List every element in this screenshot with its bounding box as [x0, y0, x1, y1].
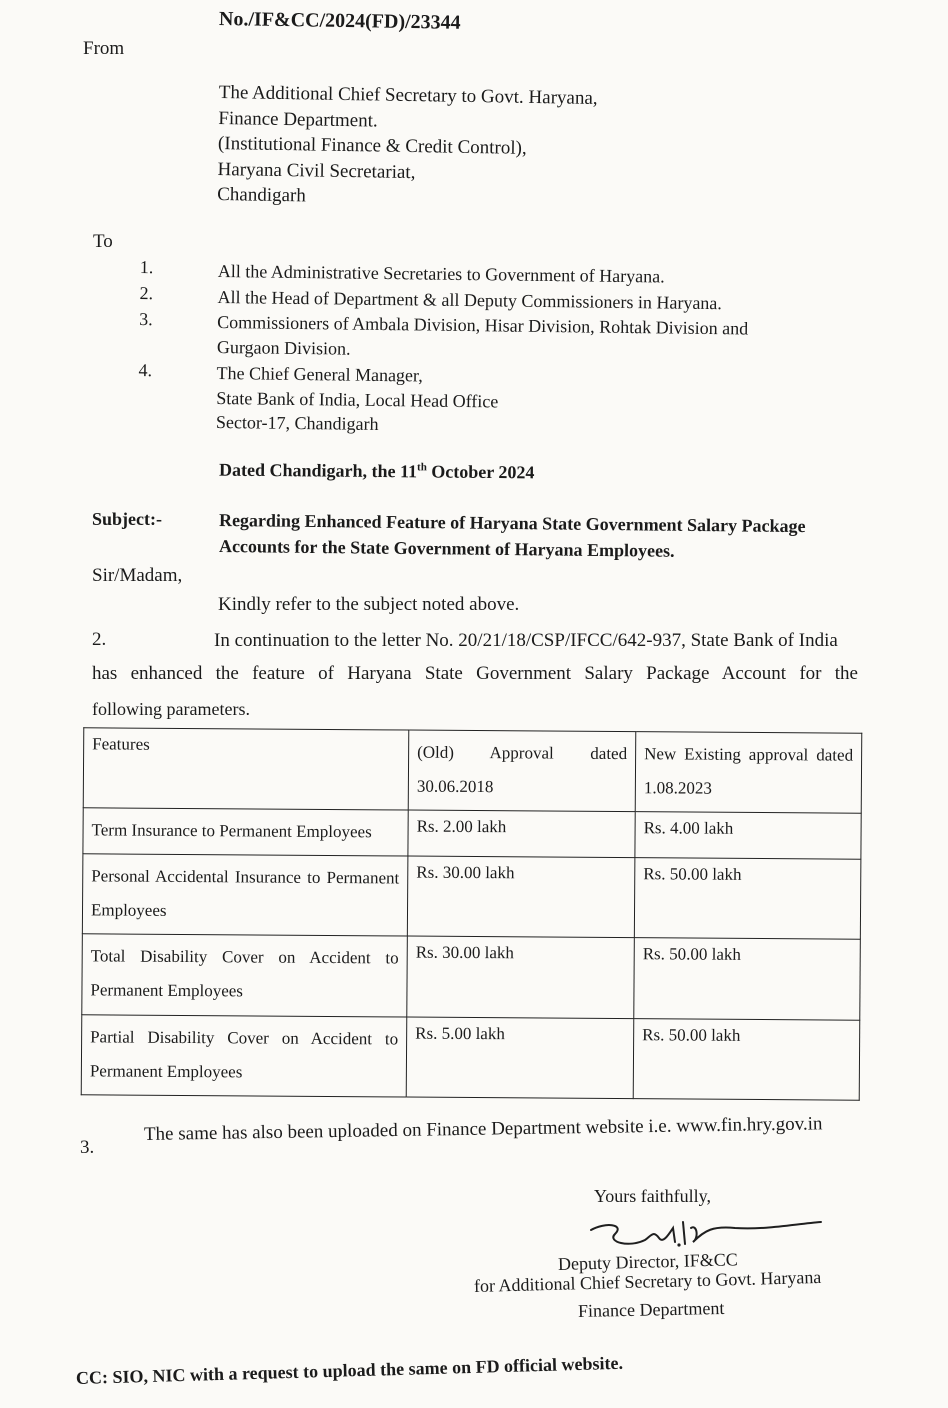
recipient-line: All the Head of Department & all Deputy Commissioners in Haryana.: [217, 286, 722, 314]
features-table: [81, 727, 863, 1100]
recipient-line: The Chief General Manager,: [216, 362, 423, 386]
from-line: Haryana Civil Secretariat,: [217, 158, 416, 183]
date-line: [219, 460, 535, 484]
feature-cell: Term Insurance to Permanent Employees: [83, 808, 408, 856]
paragraph-2-number: 2.: [92, 629, 107, 650]
old-value-cell: Rs. 5.00 lakh: [406, 1017, 634, 1099]
paragraph-2-line: following parameters.: [92, 699, 250, 719]
from-line: Chandigarh: [217, 183, 307, 207]
table-row: [81, 1014, 860, 1100]
from-label: From: [83, 38, 125, 59]
old-value-cell: Rs. 30.00 lakh: [407, 856, 635, 938]
from-address: [217, 80, 598, 213]
to-label: To: [93, 231, 113, 252]
signatory-for-line: for Additional Chief Secretary to Govt. Haryana: [473, 1266, 822, 1296]
paragraph-2-line: has enhanced the feature of Haryana State Government Salary Package Account for the: [92, 663, 858, 684]
recipient-number: 2.: [139, 283, 154, 304]
table-header-row: [83, 728, 862, 814]
paragraph-2-line: In continuation to the letter No. 20/21/18/CSP/IFCC/642-937, State Bank of India: [214, 630, 838, 651]
old-value-cell: Rs. 30.00 lakh: [407, 936, 635, 1018]
subject-line: Accounts for the State Government of Haryana Employees.: [218, 536, 675, 561]
letter-number: No./IF&CC/2024(FD)/23344: [218, 8, 461, 34]
date-day: 11: [399, 461, 418, 482]
salutation: Sir/Madam,: [92, 565, 183, 586]
feature-cell: Personal Accidental Insurance to Permanent Employees: [82, 854, 408, 937]
signature-mark: [585, 1208, 825, 1253]
recipient-line: All the Administrative Secretaries to Government of Haryana.: [217, 260, 665, 287]
recipient-number: 3.: [139, 309, 153, 330]
new-value-cell: Rs. 50.00 lakh: [634, 938, 861, 1020]
recipient-line: Sector-17, Chandigarh: [215, 411, 379, 434]
subject-line: Regarding Enhanced Feature of Haryana State Government Salary Package: [218, 510, 806, 537]
subject-label: Subject:-: [92, 509, 162, 529]
table-row: [82, 854, 861, 940]
date-month-year: October 2024: [426, 461, 535, 483]
recipient-number: 1.: [139, 257, 154, 278]
feature-cell: Total Disability Cover on Accident to Permanent Employees: [82, 934, 408, 1017]
date-prefix: Dated Chandigarh, the: [218, 459, 401, 482]
signatory-department: Finance Department: [577, 1297, 725, 1321]
old-value-cell: Rs. 2.00 lakh: [408, 810, 635, 857]
table-header-cell: New Existing approval dated 1.08.2023: [635, 732, 862, 814]
paragraph-3-text: The same has also been uploaded on Finance Department website i.e. www.fin.hry.gov.in: [143, 1113, 823, 1145]
feature-cell: Partial Disability Cover on Accident to Permanent Employees: [81, 1014, 407, 1097]
table-header-cell: Features: [83, 728, 409, 811]
signatory-designation: Deputy Director, IF&CC: [557, 1249, 738, 1274]
paragraph-1: Kindly refer to the subject noted above.: [218, 594, 520, 615]
table-row: [82, 934, 861, 1020]
recipient-number: 4.: [138, 360, 153, 381]
recipient-line: Gurgaon Division.: [216, 336, 351, 359]
new-value-cell: Rs. 50.00 lakh: [633, 1018, 860, 1100]
table-header-cell: (Old) Approval dated 30.06.2018: [408, 730, 636, 812]
recipient-line: State Bank of India, Local Head Office: [216, 387, 499, 412]
recipient-line: Commissioners of Ambala Division, Hisar Division, Rohtak Division and: [217, 311, 749, 339]
paragraph-3-number: 3.: [80, 1137, 95, 1158]
new-value-cell: Rs. 4.00 lakh: [635, 812, 861, 859]
from-line: Finance Department.: [218, 107, 378, 131]
new-value-cell: Rs. 50.00 lakh: [634, 858, 861, 940]
date-suffix-sup: th: [417, 461, 427, 474]
closing-text: Yours faithfully,: [594, 1186, 712, 1206]
cc-line: CC: SIO, NIC with a request to upload the same on FD official website.: [75, 1352, 624, 1388]
from-line: The Additional Chief Secretary to Govt. Haryana,: [218, 81, 598, 109]
table-row: [83, 808, 861, 859]
from-line: (Institutional Finance & Credit Control),: [217, 132, 527, 159]
